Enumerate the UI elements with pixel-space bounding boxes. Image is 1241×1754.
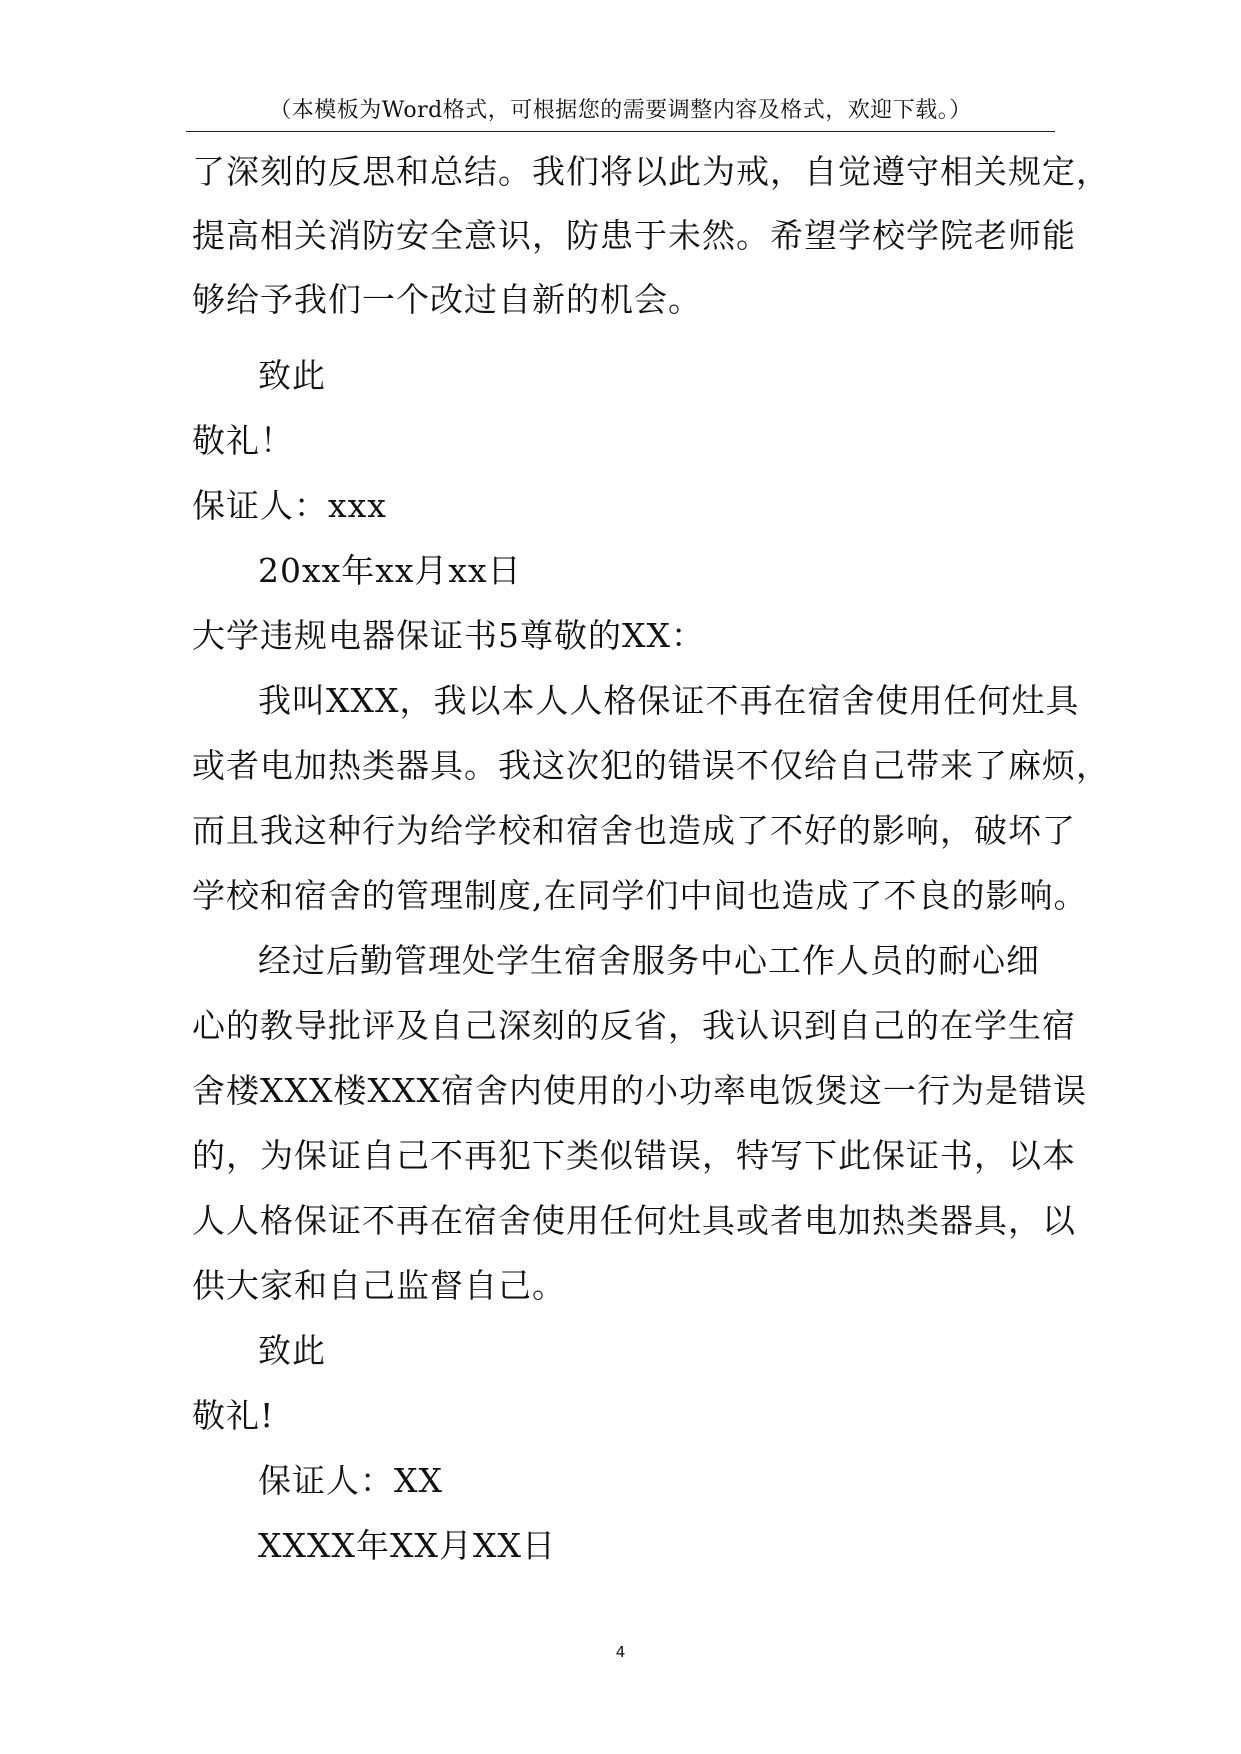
body-line: 的，为保证自己不再犯下类似错误，特写下此保证书，以本 bbox=[192, 1136, 1076, 1175]
body-line: 了深刻的反思和总结。我们将以此为戒，自觉遵守相关规定， bbox=[192, 152, 1110, 191]
body-line: 人人格保证不再在宿舍使用任何灶具或者电加热类器具，以 bbox=[192, 1201, 1076, 1240]
body-line: 够给予我们一个改过自新的机会。 bbox=[192, 280, 702, 319]
closing-salutation: 致此 bbox=[258, 356, 326, 395]
body-line: 供大家和自己监督自己。 bbox=[192, 1266, 566, 1305]
guarantor-line: 保证人：xxx bbox=[192, 486, 387, 525]
closing-regards: 敬礼！ bbox=[192, 421, 294, 460]
body-line: 或者电加热类器具。我这次犯的错误不仅给自己带来了麻烦， bbox=[192, 746, 1110, 785]
body-line: 我叫XXX，我以本人人格保证不再在宿舍使用任何灶具 bbox=[258, 681, 1080, 720]
body-line: 而且我这种行为给学校和宿舍也造成了不好的影响，破坏了 bbox=[192, 811, 1076, 850]
body-line: 经过后勤管理处学生宿舍服务中心工作人员的耐心细 bbox=[258, 941, 1040, 980]
section-heading-and-greeting: 大学违规电器保证书5尊敬的XX： bbox=[192, 616, 705, 655]
date-line: XXXX年XX月XX日 bbox=[258, 1526, 556, 1565]
body-line: 心的教导批评及自己深刻的反省，我认识到自己的在学生宿 bbox=[192, 1006, 1076, 1045]
template-header-note: （本模板为Word格式，可根据您的需要调整内容及格式，欢迎下载。） bbox=[269, 98, 972, 123]
header-divider bbox=[186, 131, 1055, 132]
page-number: 4 bbox=[615, 1643, 626, 1661]
closing-regards: 敬礼! bbox=[192, 1396, 275, 1435]
guarantor-line: 保证人：XX bbox=[258, 1461, 443, 1500]
closing-salutation: 致此 bbox=[258, 1331, 326, 1370]
body-line: 学校和宿舍的管理制度,在同学们中间也造成了不良的影响。 bbox=[192, 876, 1088, 915]
body-line: 提高相关消防安全意识，防患于未然。希望学校学院老师能 bbox=[192, 216, 1076, 255]
date-line: 20xx年xx月xx日 bbox=[258, 551, 522, 590]
body-line: 舍楼XXX楼XXX宿舍内使用的小功率电饭煲这一行为是错误 bbox=[192, 1071, 1087, 1110]
